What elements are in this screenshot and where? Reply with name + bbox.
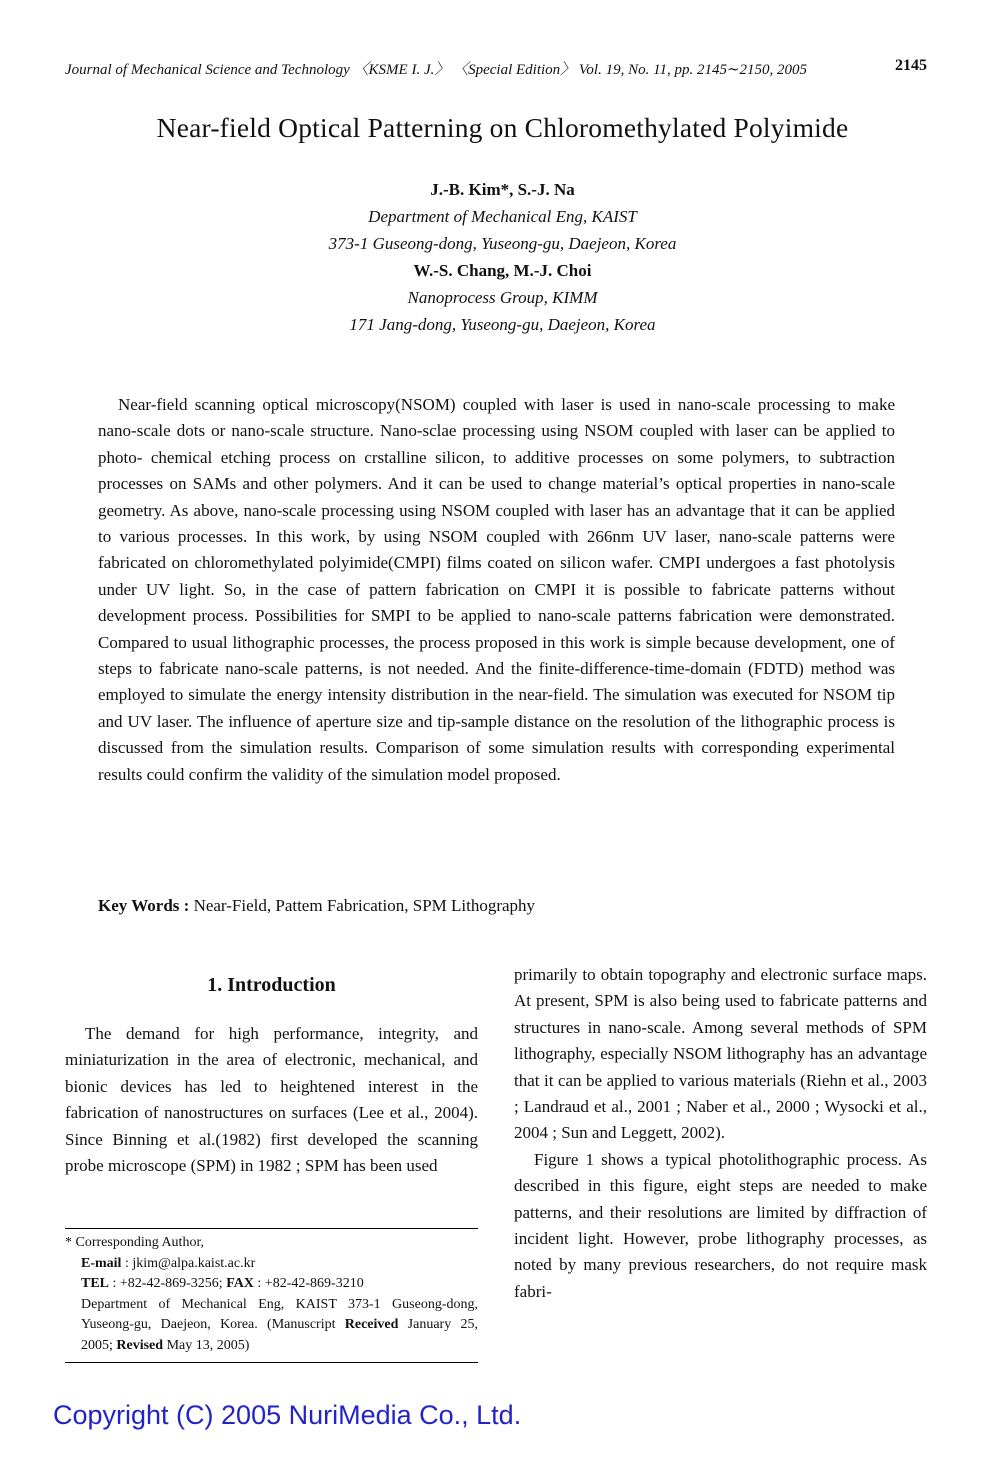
keywords-value: Near-Field, Pattem Fabrication, SPM Lithography (189, 896, 536, 915)
footnote-address (65, 1295, 478, 1357)
abstract: Near-field scanning optical microscopy(NSOM) coupled with laser is used in nano-scale processing to make nano-scale dots or nano-scale structure. Nano-sclae processing using NSOM coupled with laser can be applied to photo- chemical etching process on crstalline silicon, to additive processes on some polymers, to subtraction processes on SAMs and other polymers. And it can be used to change material’s optical properties in nano-scale geometry. As above, nano-scale processing using NSOM coupled with laser has an advantage that it can be applied to various processes. In this work, by using NSOM coupled with 266nm UV laser, nano-scale patterns were fabricated on chloromethylated polyimide(CMPI) films coated on silicon wafer. CMPI undergoes a fast photolysis under UV light. So, in the case of pattern fabrication on CMPI it is possible to fabricate patterns without development process. Possibilities for SMPI to be applied to nano-scale patterns fabrication were demonstrated. Compared to usual lithographic processes, the process proposed in this work is simple because development, one of steps to fabricate nano-scale patterns, is not needed. And the finite-difference-time-domain (FDTD) method was employed to simulate the energy intensity distribution in the near-field. The simulation was executed for NSOM tip and UV laser. The influence of aperture size and tip-sample distance on the resolution of the lithographic process is discussed from the simulation results. Comparison of some simulation results with corresponding experimental results could confirm the validity of the simulation model proposed. (98, 395, 895, 784)
corresponding-author-footnote (65, 1228, 478, 1363)
right-column (514, 962, 927, 1305)
revised-value: May 13, 2005) (163, 1337, 250, 1353)
author-names-1: J.-B. Kim*, S.-J. Na (430, 180, 575, 199)
intro-paragraph-1: The demand for high performance, integrity, and miniaturization in the area of electronic, mechanical, and bionic devices has led to heightened interest in the fabrication of nanostructures on surfaces (Lee et al., 2004). Since Binning et al.(1982) first developed the scanning probe microscope (SPM) in 1982 ; SPM has been used (65, 1024, 478, 1176)
affiliation-2-address: 171 Jang-dong, Yuseong-gu, Daejeon, Korea (349, 315, 656, 334)
intro-paragraph-continued: primarily to obtain topography and electronic surface maps. At present, SPM is also being used to fabricate patterns and structures in nano-scale. Among several methods of SPM lithography, especially NSOM lithography has an advantage that it can be applied to various materials (Riehn et al., 2003 ; Landraud et al., 2001 ; Naber et al., 2000 ; Wysocki et al., 2004 ; Sun and Leggett, 2002). (514, 965, 927, 1143)
tel-label: TEL (81, 1276, 110, 1291)
keywords (98, 896, 535, 916)
footnote-phone (65, 1274, 478, 1295)
paper-title: Near-field Optical Patterning on Chloromethylated Polyimide (156, 112, 849, 143)
affiliation-1-dept: Department of Mechanical Eng, KAIST (368, 207, 637, 226)
running-header (65, 58, 927, 82)
section-heading-introduction: 1. Introduction (207, 974, 336, 996)
address-text: Department of Mechanical Eng, KAIST 373-1 Guseong-dong, Yuseong-gu, Daejeon, Korea. (Manuscript (81, 1296, 478, 1332)
affiliation-2-dept: Nanoprocess Group, KIMM (407, 288, 598, 307)
email-label: E-mail (81, 1255, 122, 1271)
email-value: : jkim@alpa.kaist.ac.kr (121, 1255, 256, 1271)
copyright-watermark: Copyright (C) 2005 NuriMedia Co., Ltd. (53, 1400, 522, 1430)
footnote-corresponding: * Corresponding Author, (65, 1235, 205, 1250)
author-names-2: W.-S. Chang, M.-J. Choi (413, 261, 592, 280)
intro-paragraph-2: Figure 1 shows a typical photolithographic process. As described in this figure, eight steps are needed to make patterns, and their resolutions are limited by diffraction of incident light. However, probe lithography processes, as noted by many previous researchers, do not require mask fabri- (514, 1149, 927, 1301)
author-block (0, 176, 1005, 338)
fax-value: : +82-42-869-3210 (253, 1276, 364, 1291)
affiliation-1-address: 373-1 Guseong-dong, Yuseong-gu, Daejeon, Korea (328, 234, 677, 253)
keywords-label: Key Words : (98, 896, 190, 915)
tel-value: : +82-42-869-3256; (109, 1276, 227, 1291)
received-value: January 25, 2005; (81, 1317, 478, 1353)
fax-label: FAX (226, 1276, 254, 1291)
revised-label: Revised (116, 1337, 164, 1353)
journal-citation: Journal of Mechanical Science and Technology 〈KSME I. J.〉 〈Special Edition〉 Vol. 19, No. 11, pp. 2145∼2150, 2005 (65, 62, 808, 78)
received-label: Received (344, 1317, 399, 1332)
left-column (65, 968, 478, 1179)
page-number: 2145 (895, 57, 927, 74)
footnote-email (65, 1254, 478, 1275)
